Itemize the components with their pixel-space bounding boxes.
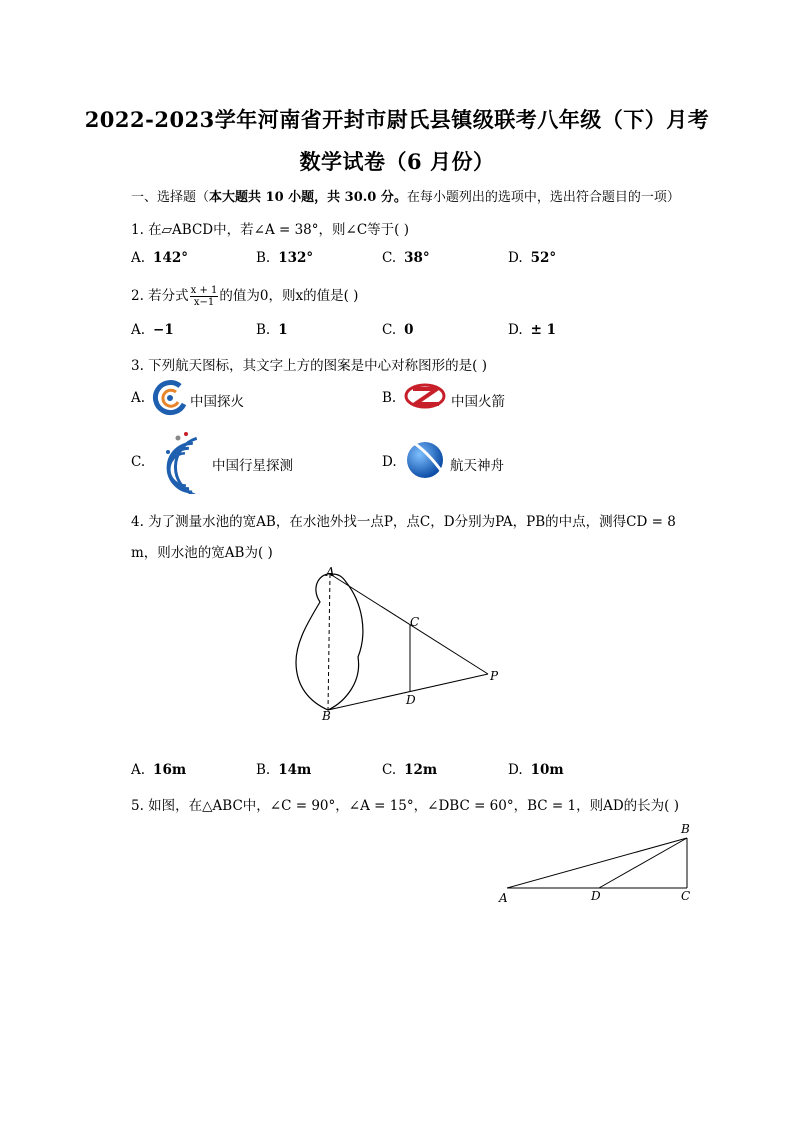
- q3-option-b-letter[interactable]: B.: [382, 390, 397, 406]
- shenzhou-logo-icon: [403, 436, 451, 480]
- q3-option-c-letter[interactable]: C.: [131, 454, 146, 470]
- rocket-logo-icon: [403, 380, 447, 412]
- label-c: C: [410, 615, 420, 629]
- q4-option-c[interactable]: C. 12m: [382, 762, 438, 778]
- q2-option-a[interactable]: A. −1: [131, 322, 174, 338]
- segment-ab: [507, 838, 687, 888]
- q1-option-a[interactable]: A. 142°: [131, 250, 188, 266]
- label-a: A: [499, 891, 508, 905]
- label-b: B: [322, 709, 331, 723]
- fraction: $\frac{x + 1}{x-1}$: [190, 285, 218, 308]
- triangle-figure: [495, 820, 700, 908]
- q4-option-d[interactable]: D. 10m: [508, 762, 564, 778]
- q1-option-b[interactable]: B. 132°: [256, 250, 314, 266]
- q1-option-d[interactable]: D. 52°: [508, 250, 557, 266]
- q3-option-d-letter[interactable]: D.: [382, 454, 397, 470]
- segment-ab: [328, 574, 330, 710]
- label-d: D: [591, 889, 601, 903]
- q3-option-b-label: 中国火箭: [451, 394, 505, 410]
- question-2-text: 2. 若分式 $\frac{x + 1}{x-1}$ 的值为0，则x的值是( ): [131, 285, 359, 308]
- label-c: C: [681, 889, 691, 903]
- pond-outline: [296, 574, 363, 710]
- label-a: A: [326, 565, 335, 579]
- q3-option-a-label: 中国探火: [190, 394, 244, 410]
- q3-option-d-label: 航天神舟: [450, 458, 504, 474]
- segment-ap: [330, 574, 488, 674]
- question-3-text: 3. 下列航天图标，其文字上方的图案是中心对称图形的是( ): [131, 358, 487, 374]
- question-4-text-line2: m，则水池的宽AB为( ): [131, 545, 273, 561]
- label-p: P: [490, 669, 499, 683]
- question-5-text: 5. 如图，在△ABC中，∠C = 90°，∠A = 15°，∠DBC = 60°，BC = 1，则AD的长为( ): [131, 798, 679, 814]
- label-d: D: [406, 693, 416, 707]
- question-1-text: 1. 在▱ABCD中，若∠A = 38°，则∠C等于( ): [131, 222, 409, 238]
- section-heading: 一、选择题（本大题共 10 小题，共 30.0 分。在每小题列出的选项中，选出符合题目的一项）: [131, 190, 680, 205]
- q2-option-d[interactable]: D. ± 1: [508, 322, 557, 338]
- segment-bd: [599, 838, 687, 888]
- q2-option-c[interactable]: C. 0: [382, 322, 414, 338]
- planet-exploration-logo-icon: [148, 428, 210, 494]
- q3-option-a-letter[interactable]: A.: [131, 390, 146, 406]
- q4-option-a[interactable]: A. 16m: [131, 762, 187, 778]
- q2-option-b[interactable]: B. 1: [256, 322, 288, 338]
- question-4-text-line1: 4. 为了测量水池的宽AB，在水池外找一点P，点C，D分别为PA，PB的中点，测得CD = 8: [131, 514, 676, 530]
- q1-option-c[interactable]: C. 38°: [382, 250, 430, 266]
- pond-figure: [290, 562, 510, 726]
- page-title-line2: 数学试卷（6 月份）: [299, 149, 495, 174]
- q4-option-b[interactable]: B. 14m: [256, 762, 312, 778]
- q3-option-c-label: 中国行星探测: [212, 458, 293, 474]
- label-b: B: [681, 822, 690, 836]
- page-title-line1: 2022-2023学年河南省开封市尉氏县镇级联考八年级（下）月考: [84, 107, 710, 132]
- mars-exploration-logo-icon: [150, 378, 192, 416]
